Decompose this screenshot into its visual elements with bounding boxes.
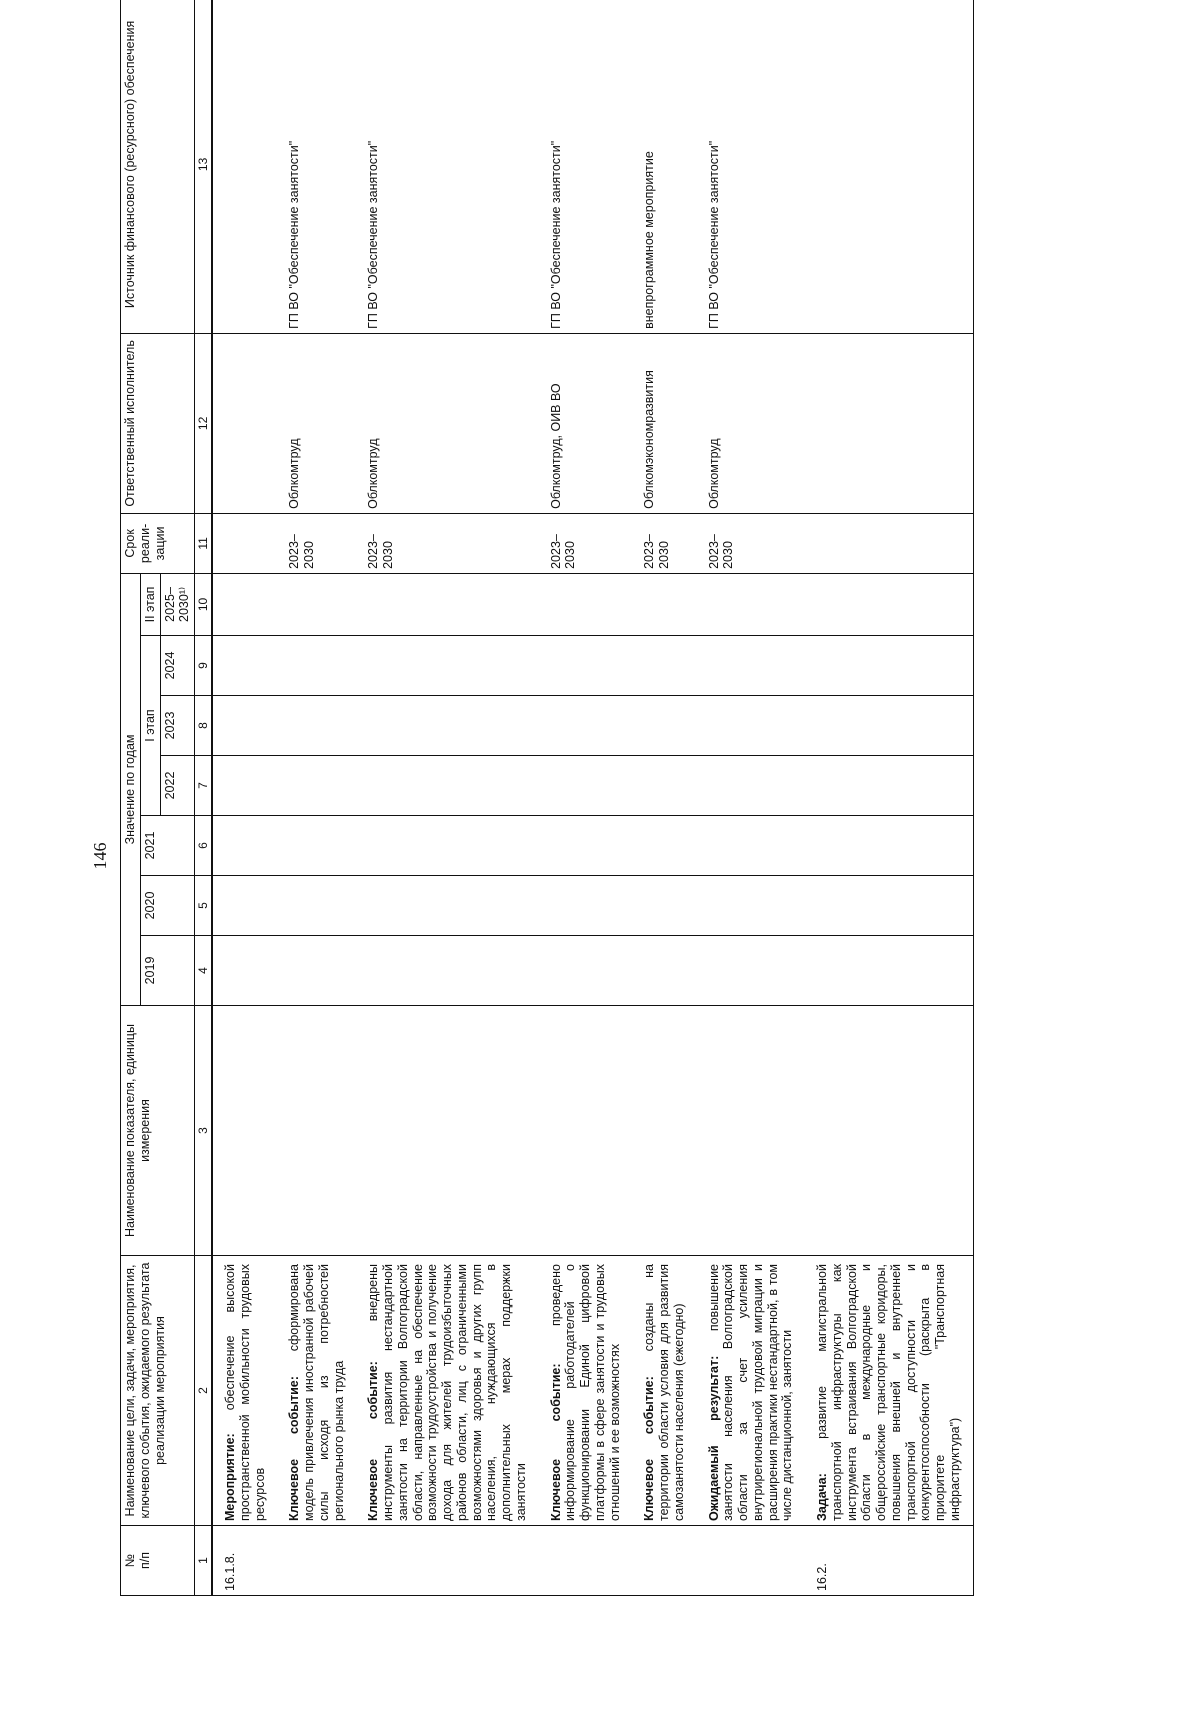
row-value xyxy=(539,636,633,696)
row-value xyxy=(697,876,806,936)
row-num xyxy=(697,1526,806,1596)
header-term: Срок реали-зации xyxy=(121,513,195,573)
row-value xyxy=(697,636,806,696)
row-value xyxy=(805,756,973,816)
row-description xyxy=(356,1256,538,1526)
row-value xyxy=(697,573,806,635)
row-text: сформирована модель привлечения иностранной рабочей силы исходя из потребностей регионального рынка труда xyxy=(287,1263,346,1521)
column-number: 12 xyxy=(195,333,213,513)
row-lead: Ключевое событие: xyxy=(287,1376,302,1521)
row-description xyxy=(539,1256,633,1526)
row-indicator xyxy=(212,1006,277,1256)
row-source: ГП ВО "Обеспечение занятости" xyxy=(697,0,806,333)
row-lead: Задача: xyxy=(815,1473,830,1521)
row-value xyxy=(212,696,277,756)
table-row xyxy=(212,0,277,1596)
row-executor: Облкомтруд xyxy=(356,333,538,513)
row-text: обеспечение высокой пространственной мобильности трудовых ресурсов xyxy=(223,1264,267,1521)
row-value xyxy=(539,816,633,876)
header-name: Наименование цели, задачи, мероприятия, ключевого события, ожидаемого результата реализации мероприятия xyxy=(121,1256,195,1526)
row-term xyxy=(212,513,277,573)
header-year-2022: 2022 xyxy=(160,756,195,816)
row-description xyxy=(805,1256,973,1526)
row-num: 16.1.8. xyxy=(212,1526,277,1596)
column-number: 4 xyxy=(195,936,213,1006)
row-value xyxy=(212,936,277,1006)
row-executor: Облкомтруд xyxy=(277,333,356,513)
column-number: 3 xyxy=(195,1006,213,1256)
row-value xyxy=(277,756,356,816)
table-row xyxy=(805,0,973,1596)
row-value xyxy=(632,696,696,756)
row-value xyxy=(632,756,696,816)
row-value xyxy=(632,816,696,876)
row-value xyxy=(805,636,973,696)
column-number: 2 xyxy=(195,1256,213,1526)
table-row xyxy=(539,0,633,1596)
row-value xyxy=(632,636,696,696)
header-stage-2: II этап xyxy=(140,573,160,635)
row-lead: Ключевое событие: xyxy=(642,1376,657,1521)
row-value xyxy=(805,876,973,936)
row-num xyxy=(539,1526,633,1596)
row-term: 2023– 2030 xyxy=(277,513,356,573)
row-source: ГП ВО "Обеспечение занятости" xyxy=(356,0,538,333)
row-value xyxy=(277,636,356,696)
row-value xyxy=(697,936,806,1006)
row-value xyxy=(632,876,696,936)
row-lead: Ключевое событие: xyxy=(366,1361,381,1521)
header-year-2023: 2023 xyxy=(160,696,195,756)
row-description xyxy=(632,1256,696,1526)
row-term: 2023– 2030 xyxy=(697,513,806,573)
header-stage-2-years: 2025–2030¹⁾ xyxy=(160,573,195,635)
row-value xyxy=(212,636,277,696)
row-value xyxy=(356,816,538,876)
row-value xyxy=(632,573,696,635)
row-source xyxy=(212,0,277,333)
row-value xyxy=(805,816,973,876)
row-term: 2023– 2030 xyxy=(539,513,633,573)
page-number: 146 xyxy=(90,842,110,870)
row-source: ГП ВО "Обеспечение занятости" xyxy=(539,0,633,333)
row-lead: Ожидаемый результат: xyxy=(706,1355,721,1521)
row-num xyxy=(356,1526,538,1596)
table-row xyxy=(356,0,538,1596)
row-text: внедрены инструменты развития нестандартной занятости на территории Волгоградской области, направленные на обеспечение возможности трудоустройства и получение дохода для жителей трудоизбыточных районов области, лиц с ограниченными возможностями здоровья и других групп населения, нуждающихся в дополнительных мерах поддержки занятости xyxy=(366,1264,528,1521)
column-number: 5 xyxy=(195,876,213,936)
row-indicator xyxy=(539,1006,633,1256)
column-number: 13 xyxy=(195,0,213,333)
row-executor xyxy=(212,333,277,513)
row-value xyxy=(805,573,973,635)
row-value xyxy=(697,816,806,876)
header-year-2020: 2020 xyxy=(140,876,194,936)
row-value xyxy=(805,936,973,1006)
row-value xyxy=(212,756,277,816)
row-value xyxy=(356,573,538,635)
header-stage-1: I этап xyxy=(140,636,160,816)
header-executor: Ответственный исполнитель xyxy=(121,333,195,513)
row-text: развитие магистральной транспортной инфраструктуры как инструмента встраивания Волгоградской области в международные и общероссийские транспортные коридоры, повышения внешней и внутренней транспортной доступности и конкурентоспособности (раскрыта в приоритете "Транспортная инфраструктура") xyxy=(815,1264,962,1521)
row-value xyxy=(212,876,277,936)
header-source: Источник финансового (ресурсного) обеспечения xyxy=(121,0,195,333)
row-value xyxy=(539,573,633,635)
row-value xyxy=(277,816,356,876)
row-source: ГП ВО "Обеспечение занятости" xyxy=(277,0,356,333)
row-value xyxy=(632,936,696,1006)
column-number-row xyxy=(195,0,213,1596)
row-value xyxy=(539,756,633,816)
row-value xyxy=(697,756,806,816)
table-body xyxy=(212,0,973,1596)
row-lead: Мероприятие: xyxy=(223,1433,238,1521)
table-row xyxy=(277,0,356,1596)
row-value xyxy=(539,876,633,936)
row-value xyxy=(277,696,356,756)
row-text: повышение занятости населения Волгоградской области за счет усиления внутрирегиональной трудовой миграции и расширения практики нестандартной, в том числе дистанционной, занятости xyxy=(706,1263,795,1521)
row-text: проведено информирование работодателей о функционировании Единой цифровой платформы в сфере занятости и трудовых отношений и ее возможностях xyxy=(548,1264,622,1521)
column-number: 1 xyxy=(195,1526,213,1596)
row-source: внепрограммное мероприятие xyxy=(632,0,696,333)
row-value xyxy=(356,936,538,1006)
table-row xyxy=(697,0,806,1596)
column-number: 6 xyxy=(195,816,213,876)
row-value xyxy=(356,696,538,756)
row-description xyxy=(212,1256,277,1526)
row-num: 16.2. xyxy=(805,1526,973,1596)
row-value xyxy=(539,936,633,1006)
row-value xyxy=(356,636,538,696)
row-description xyxy=(277,1256,356,1526)
row-source xyxy=(805,0,973,333)
table-header xyxy=(121,0,213,1596)
column-number: 8 xyxy=(195,696,213,756)
row-value xyxy=(539,696,633,756)
table-row xyxy=(632,0,696,1596)
header-year-2024: 2024 xyxy=(160,636,195,696)
row-description xyxy=(697,1256,806,1526)
row-term xyxy=(805,513,973,573)
row-value xyxy=(356,876,538,936)
column-number: 9 xyxy=(195,636,213,696)
header-year-2019: 2019 xyxy=(140,936,194,1006)
row-value xyxy=(277,573,356,635)
row-indicator xyxy=(805,1006,973,1256)
row-indicator xyxy=(356,1006,538,1256)
row-num xyxy=(277,1526,356,1596)
row-value xyxy=(277,936,356,1006)
row-value xyxy=(277,876,356,936)
row-value xyxy=(805,696,973,756)
column-number: 7 xyxy=(195,756,213,816)
plan-table xyxy=(120,0,974,1596)
row-indicator xyxy=(277,1006,356,1256)
column-number: 10 xyxy=(195,573,213,635)
row-executor: Облкомэкономразвития xyxy=(632,333,696,513)
row-value xyxy=(212,573,277,635)
column-number: 11 xyxy=(195,513,213,573)
header-year-2021: 2021 xyxy=(140,816,194,876)
row-executor xyxy=(805,333,973,513)
row-value xyxy=(212,816,277,876)
row-lead: Ключевое событие: xyxy=(548,1363,563,1521)
row-term: 2023– 2030 xyxy=(632,513,696,573)
row-executor: Облкомтруд, ОИВ ВО xyxy=(539,333,633,513)
row-text: созданы на территории области условия для развития самозанятости населения (ежегодно) xyxy=(642,1264,686,1521)
row-num xyxy=(632,1526,696,1596)
header-values-by-year: Значение по годам xyxy=(121,573,141,1005)
header-indicator: Наименование показателя, единицы измерения xyxy=(121,1006,195,1256)
header-num: № п/п xyxy=(121,1526,195,1596)
row-value xyxy=(697,696,806,756)
row-executor: Облкомтруд xyxy=(697,333,806,513)
row-value xyxy=(356,756,538,816)
row-indicator xyxy=(632,1006,696,1256)
row-term: 2023– 2030 xyxy=(356,513,538,573)
row-indicator xyxy=(697,1006,806,1256)
